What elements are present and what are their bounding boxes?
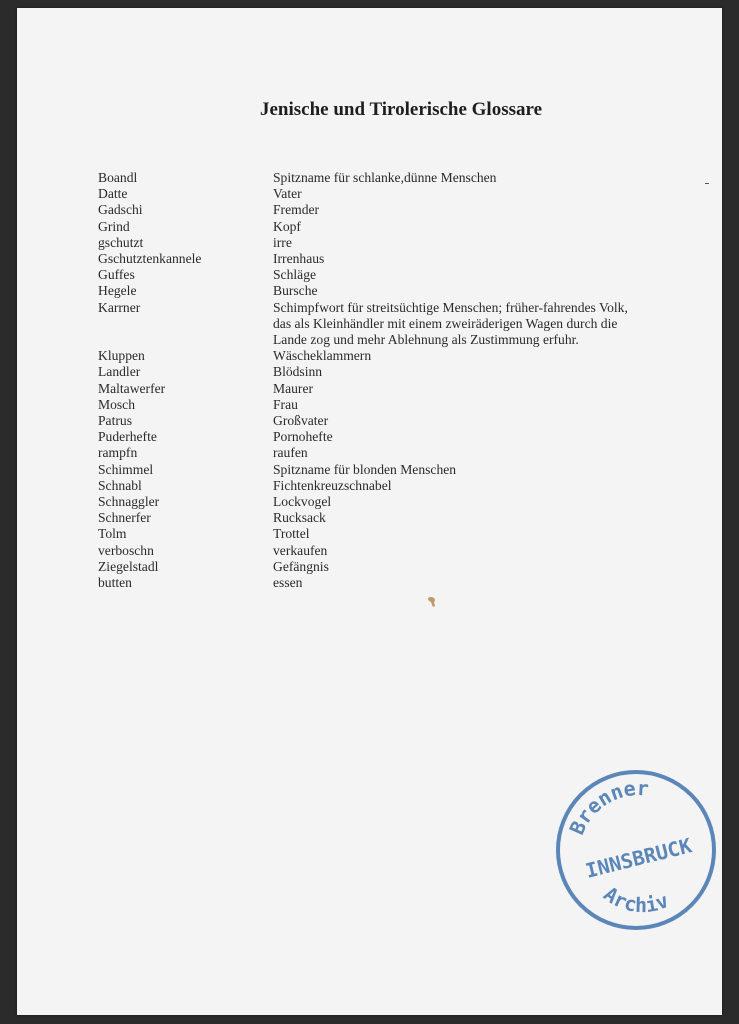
glossary-entry [98,251,658,267]
glossary-term: Schnerfer [98,510,151,526]
glossary-entry [98,526,658,542]
glossary-entry [98,429,658,445]
glossary-definition: Blödsinn [273,364,323,380]
glossary-term: Tolm [98,526,127,542]
glossary-term: Puderhefte [98,429,157,445]
glossary-list [98,170,658,591]
glossary-term: Ziegelstadl [98,558,159,574]
glossary-definition: Vater [273,186,302,202]
glossary-definition: raufen [273,445,308,461]
glossary-term: butten [98,575,132,591]
glossary-entry [98,219,658,235]
glossary-definition: Kopf [273,218,301,234]
glossary-term: Guffes [98,267,135,283]
glossary-term: Schnabl [98,477,142,493]
glossary-definition: Spitzname für schlanke,dünne Menschen [273,170,497,185]
glossary-entry [98,575,658,591]
glossary-entry [98,364,658,380]
glossary-entry [98,235,658,251]
glossary-term: Boandl [98,170,138,185]
ink-mark [705,183,709,184]
paper-stain [427,596,437,608]
glossary-definition: Trottel [273,526,310,542]
glossary-term: Schimmel [98,461,154,477]
glossary-term: Grind [98,218,130,234]
glossary-entry [98,170,658,186]
glossary-definition: Spitzname für blonden Menschen [273,461,457,477]
glossary-definition: Gefängnis [273,558,329,574]
glossary-entry [98,397,658,413]
glossary-definition: Pornohefte [273,429,333,445]
glossary-entry [98,510,658,526]
glossary-term: rampfn [98,445,138,461]
glossary-definition: Frau [273,396,298,412]
glossary-term: Kluppen [98,348,145,364]
glossary-entry [98,445,658,461]
stamp-top-text: Brenner [564,775,650,839]
stamp-bottom-text: Archiv [599,881,672,918]
glossary-entry [98,462,658,478]
glossary-term: Karrner [98,299,141,315]
glossary-entry [98,543,658,559]
document-title: Jenische und Tirolerische Glossare [259,99,543,120]
glossary-definition: Maurer [273,380,314,396]
glossary-entry [98,478,658,494]
glossary-definition: irre [273,234,292,250]
glossary-term: Maltawerfer [98,380,166,396]
glossary-definition: Großvater [273,413,329,429]
glossary-term: Landler [98,364,141,380]
glossary-term: Gschutztenkannele [98,251,202,267]
glossary-definition: Schimpfwort für streitsüchtige Menschen; früher-fahrendes Volk, das als Kleinhändler mit einem zweiräderigen Wagen durch die Lande zog und mehr Ablehnung als Zustimmung erfuhr. [273,299,628,348]
glossary-term: gschutzt [98,234,144,250]
glossary-definition: verkaufen [273,542,328,558]
glossary-term: Mosch [98,396,136,412]
glossary-entry [98,381,658,397]
glossary-term: Hegele [98,283,137,299]
glossary-term: Datte [98,186,128,202]
glossary-entry [98,494,658,510]
glossary-definition: Irrenhaus [273,251,325,267]
glossary-definition: Schläge [273,267,317,283]
glossary-definition: Bursche [273,283,318,299]
glossary-entry [98,300,658,349]
glossary-entry [98,413,658,429]
glossary-definition: essen [273,575,303,591]
glossary-term: Schnaggler [98,494,160,510]
glossary-entry [98,186,658,202]
glossary-definition: Fichtenkreuzschnabel [273,477,392,493]
glossary-entry [98,202,658,218]
glossary-entry [98,559,658,575]
glossary-term: verboschn [98,542,154,558]
glossary-definition: Fremder [273,202,320,218]
glossary-term: Patrus [98,413,132,429]
glossary-definition: Rucksack [273,510,326,526]
stamp-center-text: INNSBRUCK [583,833,694,883]
glossary-entry [98,267,658,283]
glossary-entry [98,283,658,299]
brenner-archiv-stamp [551,765,721,935]
glossary-entry [98,348,658,364]
glossary-definition: Wäscheklammern [273,348,372,364]
glossary-term: Gadschi [98,202,143,218]
glossary-definition: Lockvogel [273,494,332,510]
